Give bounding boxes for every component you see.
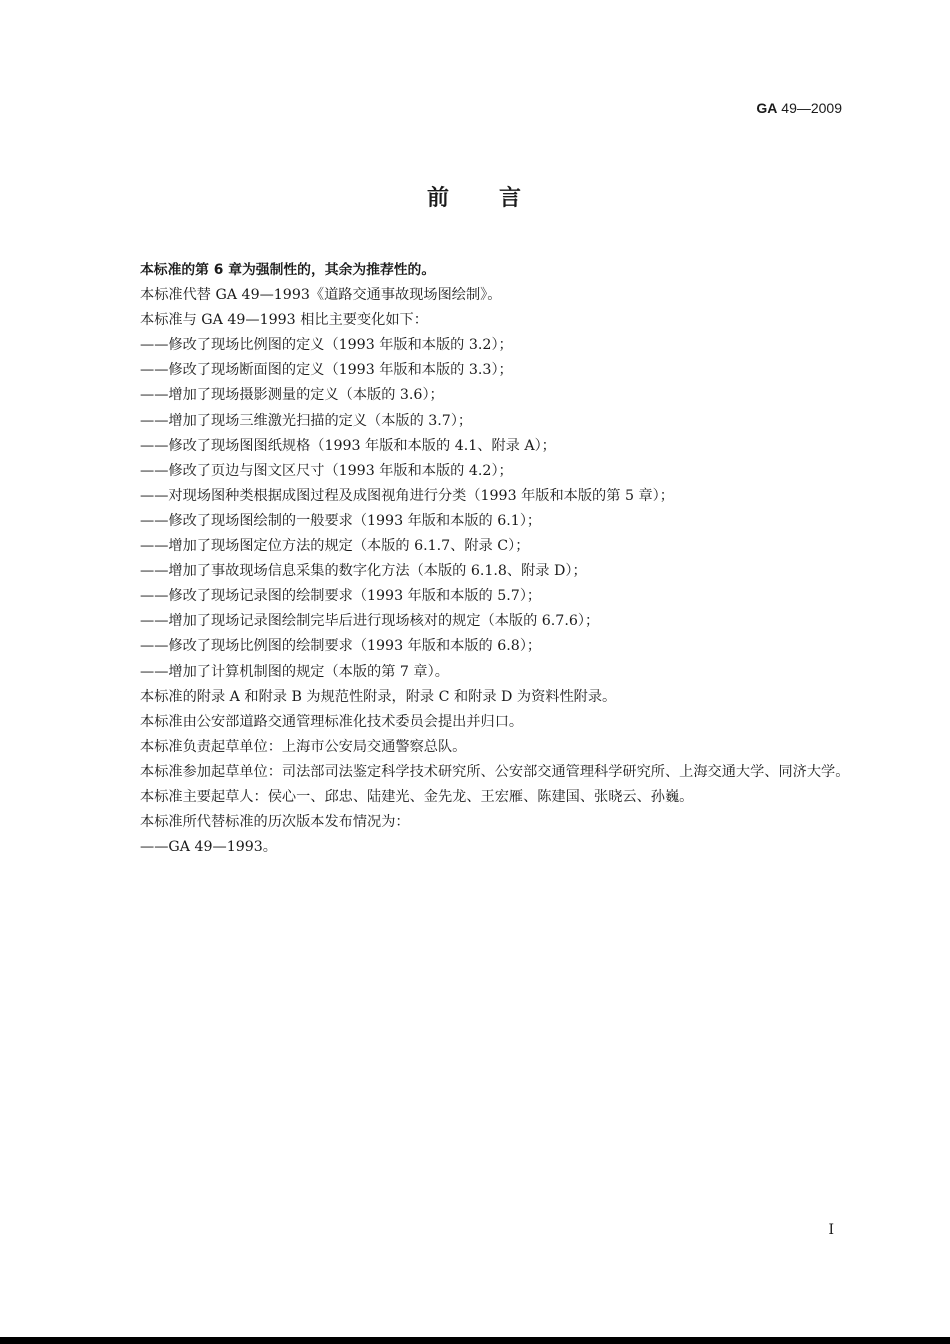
paragraph: 本标准负责起草单位：上海市公安局交通警察总队。 [140,738,467,755]
paragraph: 本标准的附录 A 和附录 B 为规范性附录，附录 C 和附录 D 为资料性附录。 [140,688,617,705]
foreword-body [112,258,850,860]
paragraph: 本标准所代替标准的历次版本发布情况为： [140,814,410,831]
section-title: 前 言 [426,186,523,211]
list-item: ——增加了现场图定位方法的规定（本版的 6.1.7、附录 C）； [140,538,530,555]
list-item: ——增加了现场记录图绘制完毕后进行现场核对的规定（本版的 6.7.6）； [140,613,600,630]
paragraph: 本标准与 GA 49—1993 相比主要变化如下： [140,312,428,329]
list-item: ——增加了事故现场信息采集的数字化方法（本版的 6.1.8、附录 D）； [140,563,587,580]
paragraph: 本标准主要起草人：侯心一、邱忠、陆建光、金先龙、王宏雁、陈建国、张晓云、孙巍。 [140,788,694,805]
list-item: ——增加了现场三维激光扫描的定义（本版的 3.7）； [140,412,473,429]
standard-prefix: GA [756,100,778,116]
list-item: ——修改了现场断面图的定义（1993 年版和本版的 3.3）； [140,362,513,379]
list-item: ——修改了页边与图文区尺寸（1993 年版和本版的 4.2）； [140,462,513,479]
paragraph: 本标准代替 GA 49—1993《道路交通事故现场图绘制》。 [140,287,502,304]
paragraph: 本标准的第 6 章为强制性的，其余为推荐性的。 [140,262,436,278]
list-item: ——修改了现场记录图的绘制要求（1993 年版和本版的 5.7）； [140,588,542,605]
bottom-border [0,1337,950,1344]
list-item: ——增加了计算机制图的规定（本版的第 7 章）。 [140,663,449,680]
page-number: I [828,1222,834,1238]
list-item: ——修改了现场图绘制的一般要求（1993 年版和本版的 6.1）； [140,512,542,529]
paragraph: 本标准由公安部道路交通管理标准化技术委员会提出并归口。 [140,713,524,730]
list-item: ——修改了现场比例图的绘制要求（1993 年版和本版的 6.8）； [140,638,542,655]
paragraph: 本标准参加起草单位：司法部司法鉴定科学技术研究所、公安部交通管理科学研究所、上海交通大学、同济大学。 [140,763,850,780]
list-item: ——增加了现场摄影测量的定义（本版的 3.6）； [140,387,444,404]
list-item: ——修改了现场比例图的定义（1993 年版和本版的 3.2）； [140,337,513,354]
list-item: ——GA 49—1993。 [140,839,277,856]
list-item: ——修改了现场图图纸规格（1993 年版和本版的 4.1、附录 A）； [140,437,556,454]
standard-number: 49—2009 [777,100,842,116]
list-item: ——对现场图种类根据成图过程及成图视角进行分类（1993 年版和本版的第 5 章）； [140,487,674,504]
standard-code [756,100,842,116]
